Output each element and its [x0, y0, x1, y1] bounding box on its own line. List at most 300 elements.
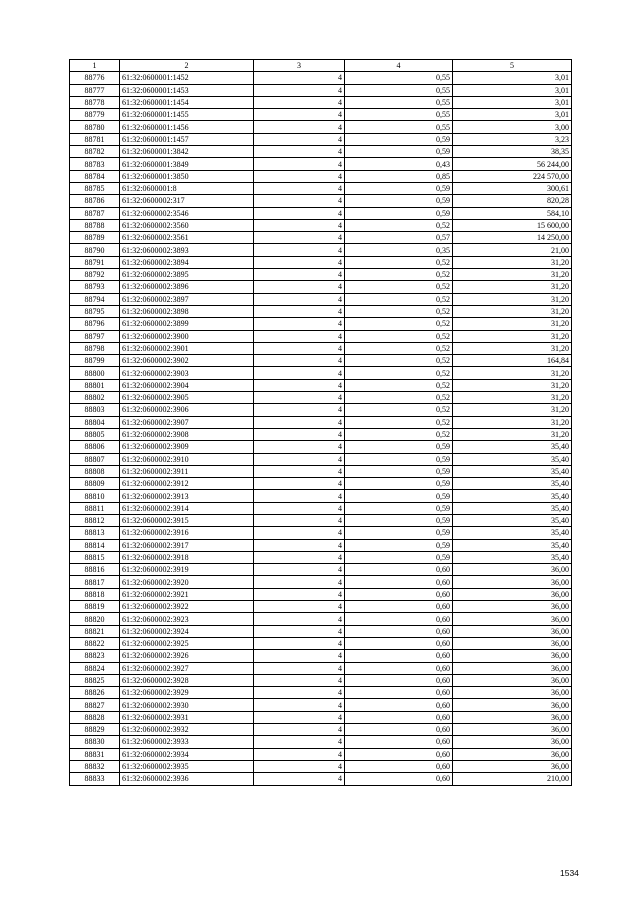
value-cell: 15 600,00 — [453, 219, 572, 231]
value-cell: 224 570,00 — [453, 170, 572, 182]
cadastral-number-cell: 61:32:0600001:1457 — [120, 133, 254, 145]
rate-cell: 0,35 — [345, 244, 453, 256]
table-row — [70, 392, 572, 404]
cadastral-number-cell: 61:32:0600002:3923 — [120, 613, 254, 625]
table-row — [70, 182, 572, 194]
row-number-cell: 88810 — [70, 490, 120, 502]
cadastral-number-cell: 61:32:0600002:3897 — [120, 293, 254, 305]
cadastral-number-cell: 61:32:0600002:3912 — [120, 478, 254, 490]
row-number-cell: 88825 — [70, 674, 120, 686]
table-row — [70, 109, 572, 121]
category-cell: 4 — [254, 232, 345, 244]
value-cell: 35,40 — [453, 527, 572, 539]
table-row — [70, 428, 572, 440]
category-cell: 4 — [254, 773, 345, 785]
rate-cell: 0,59 — [345, 539, 453, 551]
category-cell: 4 — [254, 576, 345, 588]
value-cell: 35,40 — [453, 478, 572, 490]
rate-cell: 0,85 — [345, 170, 453, 182]
value-cell: 35,40 — [453, 514, 572, 526]
table-row — [70, 687, 572, 699]
rate-cell: 0,60 — [345, 748, 453, 760]
table-row — [70, 502, 572, 514]
value-cell: 3,00 — [453, 121, 572, 133]
category-cell: 4 — [254, 674, 345, 686]
category-cell: 4 — [254, 305, 345, 317]
value-cell: 36,00 — [453, 724, 572, 736]
category-cell: 4 — [254, 699, 345, 711]
category-cell: 4 — [254, 158, 345, 170]
row-number-cell: 88800 — [70, 367, 120, 379]
rate-cell: 0,52 — [345, 269, 453, 281]
value-cell: 36,00 — [453, 760, 572, 772]
table-row — [70, 256, 572, 268]
cadastral-number-cell: 61:32:0600002:3909 — [120, 441, 254, 453]
rate-cell: 0,60 — [345, 760, 453, 772]
category-cell: 4 — [254, 687, 345, 699]
category-cell: 4 — [254, 724, 345, 736]
value-cell: 35,40 — [453, 441, 572, 453]
category-cell: 4 — [254, 453, 345, 465]
rate-cell: 0,52 — [345, 318, 453, 330]
table-row — [70, 96, 572, 108]
table-row — [70, 281, 572, 293]
row-number-cell: 88828 — [70, 711, 120, 723]
value-cell: 36,00 — [453, 576, 572, 588]
category-cell: 4 — [254, 465, 345, 477]
table-row — [70, 490, 572, 502]
rate-cell: 0,60 — [345, 588, 453, 600]
rate-cell: 0,52 — [345, 355, 453, 367]
table-row — [70, 748, 572, 760]
category-cell: 4 — [254, 342, 345, 354]
row-number-cell: 88833 — [70, 773, 120, 785]
cadastral-number-cell: 61:32:0600001:1452 — [120, 72, 254, 84]
rate-cell: 0,59 — [345, 465, 453, 477]
value-cell: 36,00 — [453, 662, 572, 674]
cadastral-number-cell: 61:32:0600002:3921 — [120, 588, 254, 600]
row-number-cell: 88819 — [70, 601, 120, 613]
category-cell: 4 — [254, 109, 345, 121]
value-cell: 35,40 — [453, 453, 572, 465]
rate-cell: 0,52 — [345, 342, 453, 354]
row-number-cell: 88816 — [70, 564, 120, 576]
cadastral-number-cell: 61:32:0600002:3902 — [120, 355, 254, 367]
category-cell: 4 — [254, 748, 345, 760]
rate-cell: 0,59 — [345, 182, 453, 194]
table-row — [70, 625, 572, 637]
row-number-cell: 88798 — [70, 342, 120, 354]
rate-cell: 0,60 — [345, 564, 453, 576]
column-header-3: 3 — [254, 60, 345, 72]
row-number-cell: 88826 — [70, 687, 120, 699]
table-row — [70, 84, 572, 96]
row-number-cell: 88779 — [70, 109, 120, 121]
category-cell: 4 — [254, 514, 345, 526]
rate-cell: 0,60 — [345, 637, 453, 649]
category-cell: 4 — [254, 539, 345, 551]
cadastral-number-cell: 61:32:0600002:3894 — [120, 256, 254, 268]
table-row — [70, 72, 572, 84]
table-row — [70, 133, 572, 145]
rate-cell: 0,52 — [345, 367, 453, 379]
value-cell: 36,00 — [453, 637, 572, 649]
category-cell: 4 — [254, 441, 345, 453]
cadastral-number-cell: 61:32:0600002:3931 — [120, 711, 254, 723]
cadastral-number-cell: 61:32:0600002:3907 — [120, 416, 254, 428]
cadastral-number-cell: 61:32:0600002:3918 — [120, 551, 254, 563]
cadastral-number-cell: 61:32:0600001:1456 — [120, 121, 254, 133]
rate-cell: 0,43 — [345, 158, 453, 170]
header-row — [70, 60, 572, 72]
table-row — [70, 478, 572, 490]
rate-cell: 0,60 — [345, 601, 453, 613]
value-cell: 210,00 — [453, 773, 572, 785]
rate-cell: 0,59 — [345, 133, 453, 145]
row-number-cell: 88789 — [70, 232, 120, 244]
value-cell: 31,20 — [453, 293, 572, 305]
row-number-cell: 88787 — [70, 207, 120, 219]
rate-cell: 0,59 — [345, 551, 453, 563]
row-number-cell: 88776 — [70, 72, 120, 84]
rate-cell: 0,60 — [345, 650, 453, 662]
row-number-cell: 88815 — [70, 551, 120, 563]
row-number-cell: 88809 — [70, 478, 120, 490]
rate-cell: 0,52 — [345, 416, 453, 428]
table-row — [70, 613, 572, 625]
value-cell: 36,00 — [453, 650, 572, 662]
category-cell: 4 — [254, 330, 345, 342]
category-cell: 4 — [254, 637, 345, 649]
cadastral-number-cell: 61:32:0600001:1455 — [120, 109, 254, 121]
table-row — [70, 170, 572, 182]
row-number-cell: 88802 — [70, 392, 120, 404]
category-cell: 4 — [254, 650, 345, 662]
column-header-2: 2 — [120, 60, 254, 72]
row-number-cell: 88820 — [70, 613, 120, 625]
category-cell: 4 — [254, 478, 345, 490]
value-cell: 31,20 — [453, 367, 572, 379]
table-row — [70, 232, 572, 244]
cadastral-number-cell: 61:32:0600002:3908 — [120, 428, 254, 440]
value-cell: 36,00 — [453, 711, 572, 723]
cadastral-number-cell: 61:32:0600002:3917 — [120, 539, 254, 551]
rate-cell: 0,60 — [345, 687, 453, 699]
category-cell: 4 — [254, 601, 345, 613]
value-cell: 3,01 — [453, 72, 572, 84]
cadastral-number-cell: 61:32:0600002:3926 — [120, 650, 254, 662]
cadastral-number-cell: 61:32:0600002:3925 — [120, 637, 254, 649]
table-row — [70, 244, 572, 256]
table-row — [70, 773, 572, 785]
rate-cell: 0,52 — [345, 293, 453, 305]
table-row — [70, 527, 572, 539]
value-cell: 36,00 — [453, 736, 572, 748]
rate-cell: 0,59 — [345, 514, 453, 526]
rate-cell: 0,52 — [345, 404, 453, 416]
table-row — [70, 601, 572, 613]
value-cell: 35,40 — [453, 502, 572, 514]
row-number-cell: 88786 — [70, 195, 120, 207]
value-cell: 35,40 — [453, 551, 572, 563]
value-cell: 36,00 — [453, 748, 572, 760]
cadastral-number-cell: 61:32:0600002:3899 — [120, 318, 254, 330]
table-row — [70, 465, 572, 477]
row-number-cell: 88796 — [70, 318, 120, 330]
row-number-cell: 88812 — [70, 514, 120, 526]
table-row — [70, 121, 572, 133]
rate-cell: 0,59 — [345, 441, 453, 453]
cadastral-number-cell: 61:32:0600002:3901 — [120, 342, 254, 354]
value-cell: 31,20 — [453, 342, 572, 354]
table-row — [70, 760, 572, 772]
column-header-5: 5 — [453, 60, 572, 72]
rate-cell: 0,52 — [345, 428, 453, 440]
cadastral-number-cell: 61:32:0600002:3910 — [120, 453, 254, 465]
category-cell: 4 — [254, 613, 345, 625]
rate-cell: 0,60 — [345, 711, 453, 723]
row-number-cell: 88814 — [70, 539, 120, 551]
rate-cell: 0,59 — [345, 478, 453, 490]
row-number-cell: 88784 — [70, 170, 120, 182]
row-number-cell: 88794 — [70, 293, 120, 305]
category-cell: 4 — [254, 72, 345, 84]
value-cell: 31,20 — [453, 256, 572, 268]
category-cell: 4 — [254, 404, 345, 416]
category-cell: 4 — [254, 207, 345, 219]
table-row — [70, 576, 572, 588]
table-row — [70, 342, 572, 354]
table-row — [70, 355, 572, 367]
table-row — [70, 588, 572, 600]
table-row — [70, 330, 572, 342]
value-cell: 36,00 — [453, 674, 572, 686]
row-number-cell: 88832 — [70, 760, 120, 772]
row-number-cell: 88788 — [70, 219, 120, 231]
value-cell: 3,01 — [453, 109, 572, 121]
category-cell: 4 — [254, 293, 345, 305]
category-cell: 4 — [254, 219, 345, 231]
row-number-cell: 88824 — [70, 662, 120, 674]
row-number-cell: 88795 — [70, 305, 120, 317]
rate-cell: 0,55 — [345, 84, 453, 96]
row-number-cell: 88829 — [70, 724, 120, 736]
category-cell: 4 — [254, 133, 345, 145]
cadastral-number-cell: 61:32:0600002:3930 — [120, 699, 254, 711]
rate-cell: 0,59 — [345, 453, 453, 465]
value-cell: 164,84 — [453, 355, 572, 367]
rate-cell: 0,59 — [345, 490, 453, 502]
category-cell: 4 — [254, 588, 345, 600]
table-row — [70, 416, 572, 428]
category-cell: 4 — [254, 527, 345, 539]
table-row — [70, 674, 572, 686]
table-row — [70, 711, 572, 723]
category-cell: 4 — [254, 428, 345, 440]
value-cell: 36,00 — [453, 588, 572, 600]
row-number-cell: 88823 — [70, 650, 120, 662]
value-cell: 36,00 — [453, 601, 572, 613]
category-cell: 4 — [254, 416, 345, 428]
table-row — [70, 650, 572, 662]
value-cell: 31,20 — [453, 305, 572, 317]
category-cell: 4 — [254, 625, 345, 637]
data-table — [69, 59, 572, 786]
value-cell: 31,20 — [453, 404, 572, 416]
row-number-cell: 88804 — [70, 416, 120, 428]
rate-cell: 0,60 — [345, 576, 453, 588]
row-number-cell: 88830 — [70, 736, 120, 748]
row-number-cell: 88806 — [70, 441, 120, 453]
cadastral-number-cell: 61:32:0600002:3920 — [120, 576, 254, 588]
value-cell: 31,20 — [453, 428, 572, 440]
value-cell: 31,20 — [453, 281, 572, 293]
value-cell: 31,20 — [453, 318, 572, 330]
category-cell: 4 — [254, 244, 345, 256]
row-number-cell: 88797 — [70, 330, 120, 342]
category-cell: 4 — [254, 182, 345, 194]
value-cell: 35,40 — [453, 490, 572, 502]
cadastral-number-cell: 61:32:0600002:3927 — [120, 662, 254, 674]
category-cell: 4 — [254, 146, 345, 158]
row-number-cell: 88801 — [70, 379, 120, 391]
row-number-cell: 88827 — [70, 699, 120, 711]
cadastral-number-cell: 61:32:0600002:3936 — [120, 773, 254, 785]
cadastral-number-cell: 61:32:0600002:3928 — [120, 674, 254, 686]
cadastral-number-cell: 61:32:0600002:3914 — [120, 502, 254, 514]
category-cell: 4 — [254, 367, 345, 379]
cadastral-number-cell: 61:32:0600002:317 — [120, 195, 254, 207]
table-row — [70, 367, 572, 379]
cadastral-number-cell: 61:32:0600002:3895 — [120, 269, 254, 281]
cadastral-number-cell: 61:32:0600001:8 — [120, 182, 254, 194]
cadastral-number-cell: 61:32:0600001:3850 — [120, 170, 254, 182]
row-number-cell: 88777 — [70, 84, 120, 96]
rate-cell: 0,55 — [345, 121, 453, 133]
category-cell: 4 — [254, 736, 345, 748]
rate-cell: 0,60 — [345, 674, 453, 686]
value-cell: 820,28 — [453, 195, 572, 207]
row-number-cell: 88807 — [70, 453, 120, 465]
category-cell: 4 — [254, 551, 345, 563]
row-number-cell: 88822 — [70, 637, 120, 649]
row-number-cell: 88783 — [70, 158, 120, 170]
row-number-cell: 88780 — [70, 121, 120, 133]
rate-cell: 0,60 — [345, 773, 453, 785]
rate-cell: 0,60 — [345, 699, 453, 711]
value-cell: 56 244,00 — [453, 158, 572, 170]
cadastral-number-cell: 61:32:0600002:3898 — [120, 305, 254, 317]
table-row — [70, 551, 572, 563]
value-cell: 21,00 — [453, 244, 572, 256]
category-cell: 4 — [254, 195, 345, 207]
table-row — [70, 269, 572, 281]
cadastral-number-cell: 61:32:0600002:3896 — [120, 281, 254, 293]
rate-cell: 0,55 — [345, 96, 453, 108]
table-row — [70, 453, 572, 465]
table-row — [70, 219, 572, 231]
row-number-cell: 88778 — [70, 96, 120, 108]
row-number-cell: 88799 — [70, 355, 120, 367]
page-number: 1534 — [560, 868, 579, 878]
rate-cell: 0,52 — [345, 305, 453, 317]
cadastral-number-cell: 61:32:0600002:3933 — [120, 736, 254, 748]
table-row — [70, 564, 572, 576]
value-cell: 31,20 — [453, 269, 572, 281]
row-number-cell: 88782 — [70, 146, 120, 158]
category-cell: 4 — [254, 502, 345, 514]
cadastral-number-cell: 61:32:0600002:3893 — [120, 244, 254, 256]
value-cell: 36,00 — [453, 699, 572, 711]
cadastral-number-cell: 61:32:0600002:3924 — [120, 625, 254, 637]
category-cell: 4 — [254, 379, 345, 391]
value-cell: 31,20 — [453, 392, 572, 404]
rate-cell: 0,52 — [345, 379, 453, 391]
cadastral-number-cell: 61:32:0600002:3546 — [120, 207, 254, 219]
value-cell: 3,01 — [453, 96, 572, 108]
value-cell: 31,20 — [453, 379, 572, 391]
table-row — [70, 699, 572, 711]
rate-cell: 0,52 — [345, 281, 453, 293]
cadastral-number-cell: 61:32:0600002:3900 — [120, 330, 254, 342]
category-cell: 4 — [254, 355, 345, 367]
table-row — [70, 637, 572, 649]
rate-cell: 0,59 — [345, 195, 453, 207]
category-cell: 4 — [254, 711, 345, 723]
value-cell: 36,00 — [453, 625, 572, 637]
row-number-cell: 88792 — [70, 269, 120, 281]
category-cell: 4 — [254, 564, 345, 576]
cadastral-number-cell: 61:32:0600002:3905 — [120, 392, 254, 404]
value-cell: 38,35 — [453, 146, 572, 158]
cadastral-number-cell: 61:32:0600002:3935 — [120, 760, 254, 772]
cadastral-number-cell: 61:32:0600001:1454 — [120, 96, 254, 108]
category-cell: 4 — [254, 170, 345, 182]
cadastral-number-cell: 61:32:0600001:3849 — [120, 158, 254, 170]
value-cell: 14 250,00 — [453, 232, 572, 244]
cadastral-number-cell: 61:32:0600002:3922 — [120, 601, 254, 613]
category-cell: 4 — [254, 318, 345, 330]
table-row — [70, 146, 572, 158]
category-cell: 4 — [254, 281, 345, 293]
cadastral-number-cell: 61:32:0600002:3911 — [120, 465, 254, 477]
row-number-cell: 88790 — [70, 244, 120, 256]
cadastral-number-cell: 61:32:0600001:1453 — [120, 84, 254, 96]
cadastral-number-cell: 61:32:0600002:3929 — [120, 687, 254, 699]
value-cell: 35,40 — [453, 539, 572, 551]
rate-cell: 0,60 — [345, 662, 453, 674]
value-cell: 36,00 — [453, 613, 572, 625]
row-number-cell: 88808 — [70, 465, 120, 477]
cadastral-number-cell: 61:32:0600002:3561 — [120, 232, 254, 244]
table-row — [70, 318, 572, 330]
table-row — [70, 662, 572, 674]
table-row — [70, 539, 572, 551]
value-cell: 36,00 — [453, 687, 572, 699]
cadastral-number-cell: 61:32:0600002:3916 — [120, 527, 254, 539]
rate-cell: 0,60 — [345, 736, 453, 748]
category-cell: 4 — [254, 490, 345, 502]
cadastral-number-cell: 61:32:0600002:3913 — [120, 490, 254, 502]
row-number-cell: 88805 — [70, 428, 120, 440]
rate-cell: 0,52 — [345, 330, 453, 342]
table-row — [70, 441, 572, 453]
value-cell: 3,23 — [453, 133, 572, 145]
table-row — [70, 724, 572, 736]
row-number-cell: 88803 — [70, 404, 120, 416]
row-number-cell: 88781 — [70, 133, 120, 145]
rate-cell: 0,59 — [345, 502, 453, 514]
